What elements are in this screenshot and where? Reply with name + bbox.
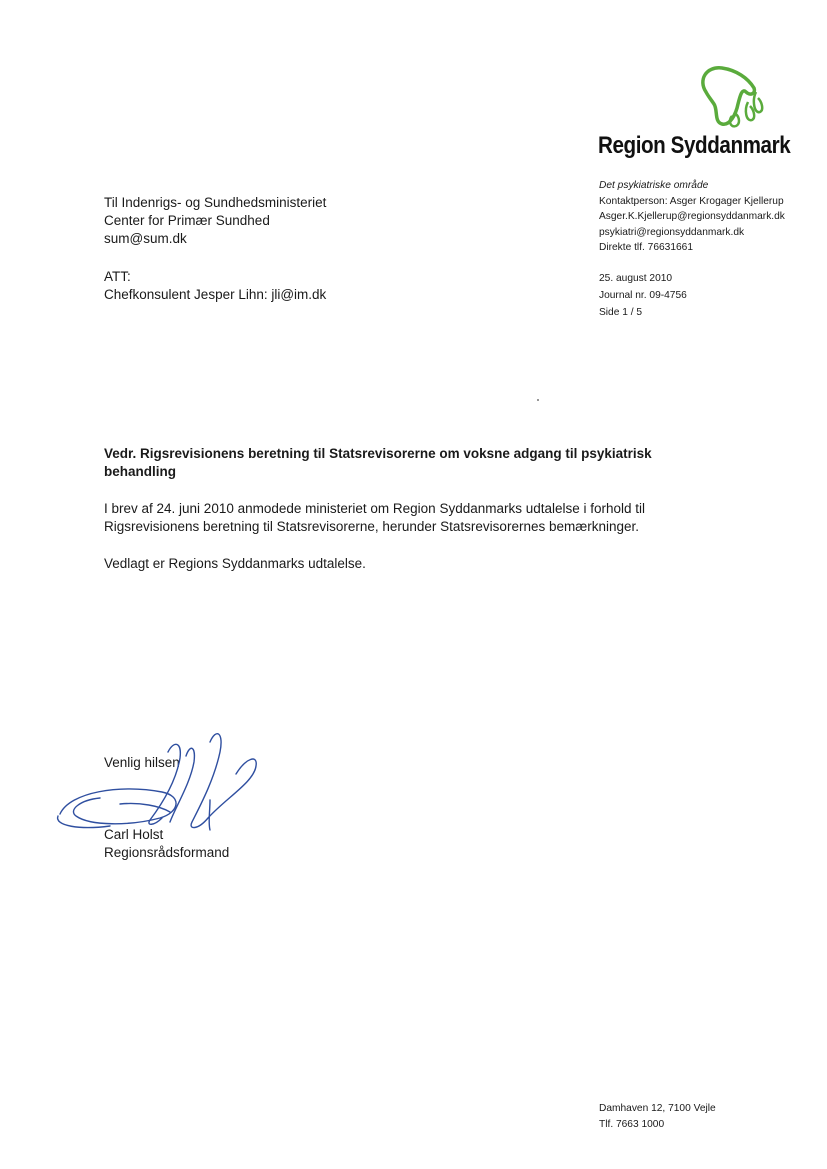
sender-email-dept: psykiatri@regionsyddanmark.dk	[599, 226, 745, 238]
sender-department: Det psykiatriske område	[599, 180, 709, 191]
sender-contact: Kontaktperson: Asger Krogager Kjellerup	[599, 195, 784, 207]
footer-phone: Tlf. 7663 1000	[599, 1119, 665, 1130]
region-syddanmark-logo	[596, 62, 796, 162]
att-label: ATT:	[104, 269, 131, 284]
sender-email: Asger.K.Kjellerup@regionsyddanmark.dk	[599, 211, 785, 222]
footer-street: Damhaven 12, 7100 Vejle	[599, 1103, 716, 1114]
handwritten-signature	[50, 722, 270, 842]
recipient-address	[104, 194, 326, 248]
logo-wordmark: Region Syddanmark	[598, 132, 791, 159]
sender-info	[599, 178, 785, 256]
letter-paragraph: Vedlagt er Regions Syddanmarks udtalelse.	[104, 556, 366, 571]
signatory-title: Regionsrådsformand	[104, 845, 230, 860]
recipient-line: Center for Primær Sundhed	[104, 213, 270, 228]
att-person: Chefkonsulent Jesper Lihn: jli@im.dk	[104, 287, 327, 302]
recipient-email: sum@sum.dk	[104, 231, 187, 246]
closing-greeting: Venlig hilsen	[104, 755, 180, 770]
page-number: Side 1 / 5	[599, 307, 643, 318]
signatory-block	[104, 826, 229, 862]
letter-paragraph: I brev af 24. juni 2010 anmodede ministeriet om Region Syddanmarks udtalelse i forhold til Rigsrevisionens beretning til Statsrevisorerne, herunder Statsrevisorernes bemærkninger.	[104, 501, 646, 534]
signatory-name: Carl Holst	[104, 827, 164, 842]
footer-address	[599, 1101, 716, 1133]
scan-speck	[537, 399, 539, 401]
letter-meta	[599, 270, 687, 321]
letter-date: 25. august 2010	[599, 273, 673, 284]
attention-block	[104, 268, 326, 304]
sender-phone: Direkte tlf. 76631661	[599, 242, 694, 253]
journal-number: Journal nr. 09-4756	[599, 290, 687, 301]
letter-subject: Vedr. Rigsrevisionens beretning til Statsrevisorerne om voksne adgang til psykiatrisk behandling	[104, 446, 652, 479]
logo-leaf-icon	[694, 62, 774, 134]
recipient-line: Til Indenrigs- og Sundhedsministeriet	[104, 195, 327, 210]
